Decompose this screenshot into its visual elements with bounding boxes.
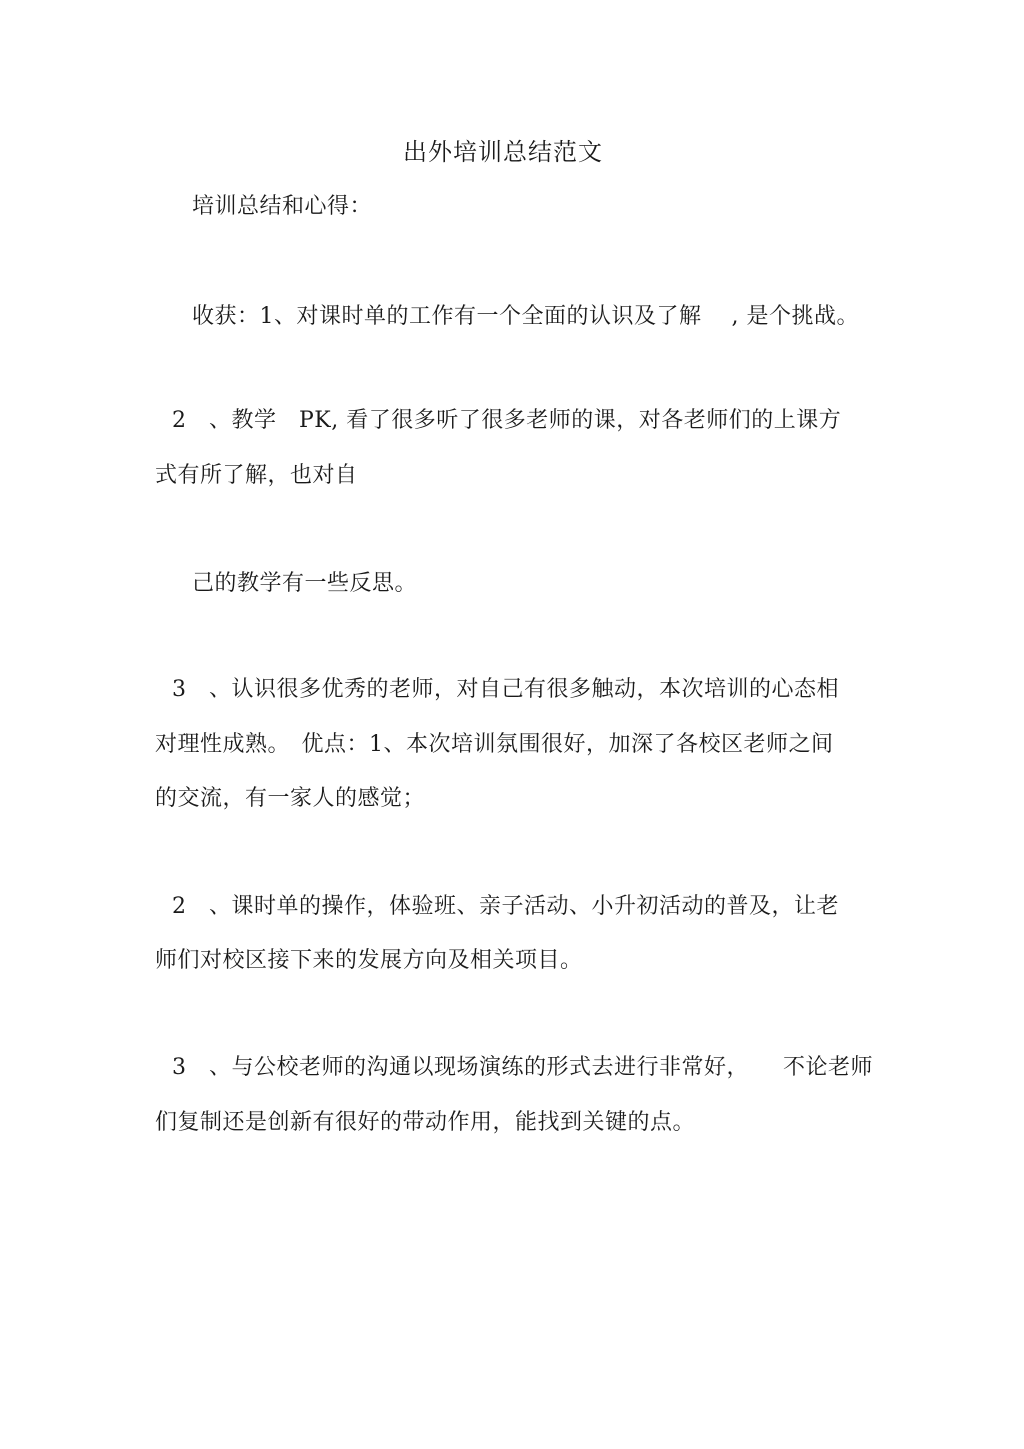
section-heading: 培训总结和心得： — [192, 194, 373, 219]
paragraph-line: 3 、与公校老师的沟通以现场演练的形式去进行非常好， 不论老师 — [172, 1055, 873, 1080]
paragraph-line: 收获：1、对课时单的工作有一个全面的认识及了解 , 是个挑战。 — [192, 304, 859, 329]
paragraph-line: 3 、认识很多优秀的老师，对自己有很多触动，本次培训的心态相 — [172, 677, 839, 702]
paragraph-line: 式有所了解，也对自 — [155, 463, 358, 488]
paragraph-line: 们复制还是创新有很好的带动作用，能找到关键的点。 — [155, 1110, 696, 1135]
paragraph-line: 师们对校区接下来的发展方向及相关项目。 — [155, 948, 583, 973]
paragraph-line: 的交流，有一家人的感觉； — [155, 786, 426, 811]
paragraph-line: 对理性成熟。 优点：1、本次培训氛围很好，加深了各校区老师之间 — [155, 732, 834, 757]
document-title: 出外培训总结范文 — [403, 138, 603, 166]
paragraph-line: 2 、教学 PK, 看了很多听了很多老师的课，对各老师们的上课方 — [172, 408, 842, 433]
paragraph-line: 2 、课时单的操作，体验班、亲子活动、小升初活动的普及，让老 — [172, 894, 839, 919]
paragraph-line: 己的教学有一些反思。 — [192, 571, 418, 596]
